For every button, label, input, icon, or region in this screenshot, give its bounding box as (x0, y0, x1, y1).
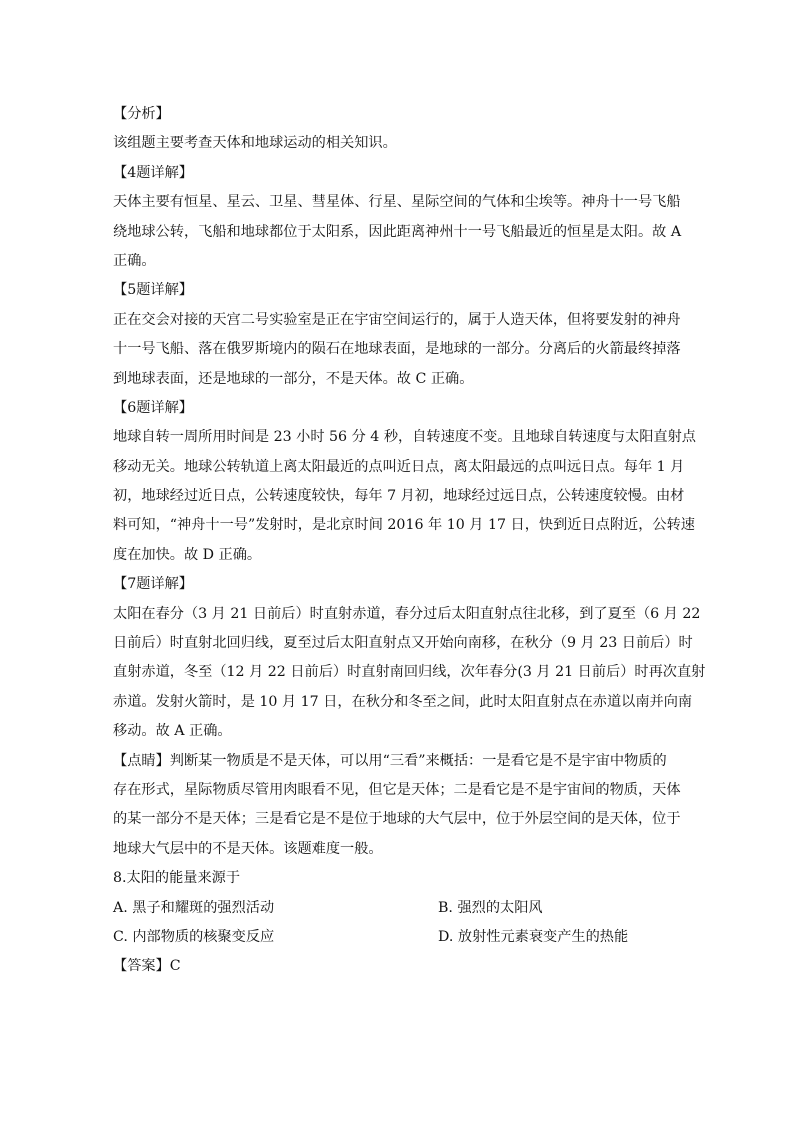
q7-line-1: 太阳在春分（3 月 21 日前后）时直射赤道，春分过后太阳直射点往北移，到了夏至（6 月 22 (113, 605, 701, 622)
options-row-ab (113, 894, 683, 923)
q4-line-2: 绕地球公转，飞船和地球都位于太阳系，因此距离神州十一号飞船最近的恒星是太阳。故 A (113, 223, 682, 240)
q4-line-1: 天体主要有恒星、星云、卫星、彗星体、行星、星际空间的气体和尘埃等。神舟十一号飞船 (113, 194, 681, 211)
q6-line-5: 度在加快。故 D 正确。 (113, 546, 262, 563)
q7-line-4: 赤道。发射火箭时，是 10 月 17 日，在秋分和冬至之间，此时太阳直射点在赤道以南并向南 (113, 693, 693, 710)
q4-line-3: 正确。 (113, 252, 156, 269)
tip-line-1: 【点睛】判断某一物质是不是天体，可以用“三看”来概括：一是看它是不是宇宙中物质的 (113, 752, 667, 769)
q7-line-5: 移动。故 A 正确。 (113, 723, 232, 740)
analysis-text: 该组题主要考查天体和地球运动的相关知识。 (113, 135, 397, 152)
q6-line-4: 料可知，“神舟十一号”发射时，是北京时间 2016 年 10 月 17 日，快到近日点附近，公转速 (113, 517, 695, 534)
answer-value: C (169, 958, 181, 975)
q5-line-1: 正在交会对接的天宫二号实验室是正在宇宙空间运行的，属于人造天体，但将要发射的神舟 (113, 311, 681, 328)
document-content (113, 100, 706, 982)
option-c: C. 内部物质的核聚变反应 (113, 928, 275, 945)
question-stem: 8.太阳的能量来源于 (113, 870, 241, 887)
q6-heading: 【6题详解】 (113, 399, 193, 416)
option-a: A. 黑子和耀斑的强烈活动 (113, 899, 275, 916)
tip-line-2: 存在形式，星际物质尽管用肉眼看不见，但它是天体；二是看它是不是宇宙间的物质，天体 (113, 781, 681, 798)
q7-heading: 【7题详解】 (113, 576, 193, 593)
q6-line-1: 地球自转一周所用时间是 23 小时 56 分 4 秒，自转速度不变。且地球自转速度与太阳直射点 (113, 429, 696, 446)
q4-heading: 【4题详解】 (113, 164, 193, 181)
tip-line-4: 地球大气层中的不是天体。该题难度一般。 (113, 840, 383, 857)
tip-line-3: 的某一部分不是天体；三是看它是不是位于地球的大气层中，位于外层空间的是天体，位于 (113, 811, 681, 828)
q6-line-2: 移动无关。地球公转轨道上离太阳最近的点叫近日点，离太阳最远的点叫远日点。每年 1 月 (113, 458, 685, 475)
answer-line (113, 952, 683, 981)
q5-line-3: 到地球表面，还是地球的一部分，不是天体。故 C 正确。 (113, 370, 474, 387)
option-d: D. 放射性元素衰变产生的热能 (438, 928, 629, 945)
q6-line-3: 初，地球经过近日点，公转速度较快，每年 7 月初，地球经过远日点，公转速度较慢。由材 (113, 488, 685, 505)
answer-heading: 【答案】 (113, 958, 170, 975)
q7-line-3: 直射赤道，冬至（12 月 22 日前后）时直射南回归线，次年春分(3 月 21 日前后）时再次直射 (113, 664, 706, 681)
option-b: B. 强烈的太阳风 (438, 899, 543, 916)
q5-heading: 【5题详解】 (113, 282, 193, 299)
options-row-cd (113, 923, 683, 952)
analysis-heading: 【分析】 (113, 106, 170, 122)
q5-line-2: 十一号飞船、落在俄罗斯境内的陨石在地球表面，是地球的一部分。分离后的火箭最终掉落 (113, 341, 681, 358)
q7-line-2: 日前后）时直射北回归线，夏至过后太阳直射点又开始向南移，在秋分（9 月 23 日前后）时 (113, 635, 693, 652)
